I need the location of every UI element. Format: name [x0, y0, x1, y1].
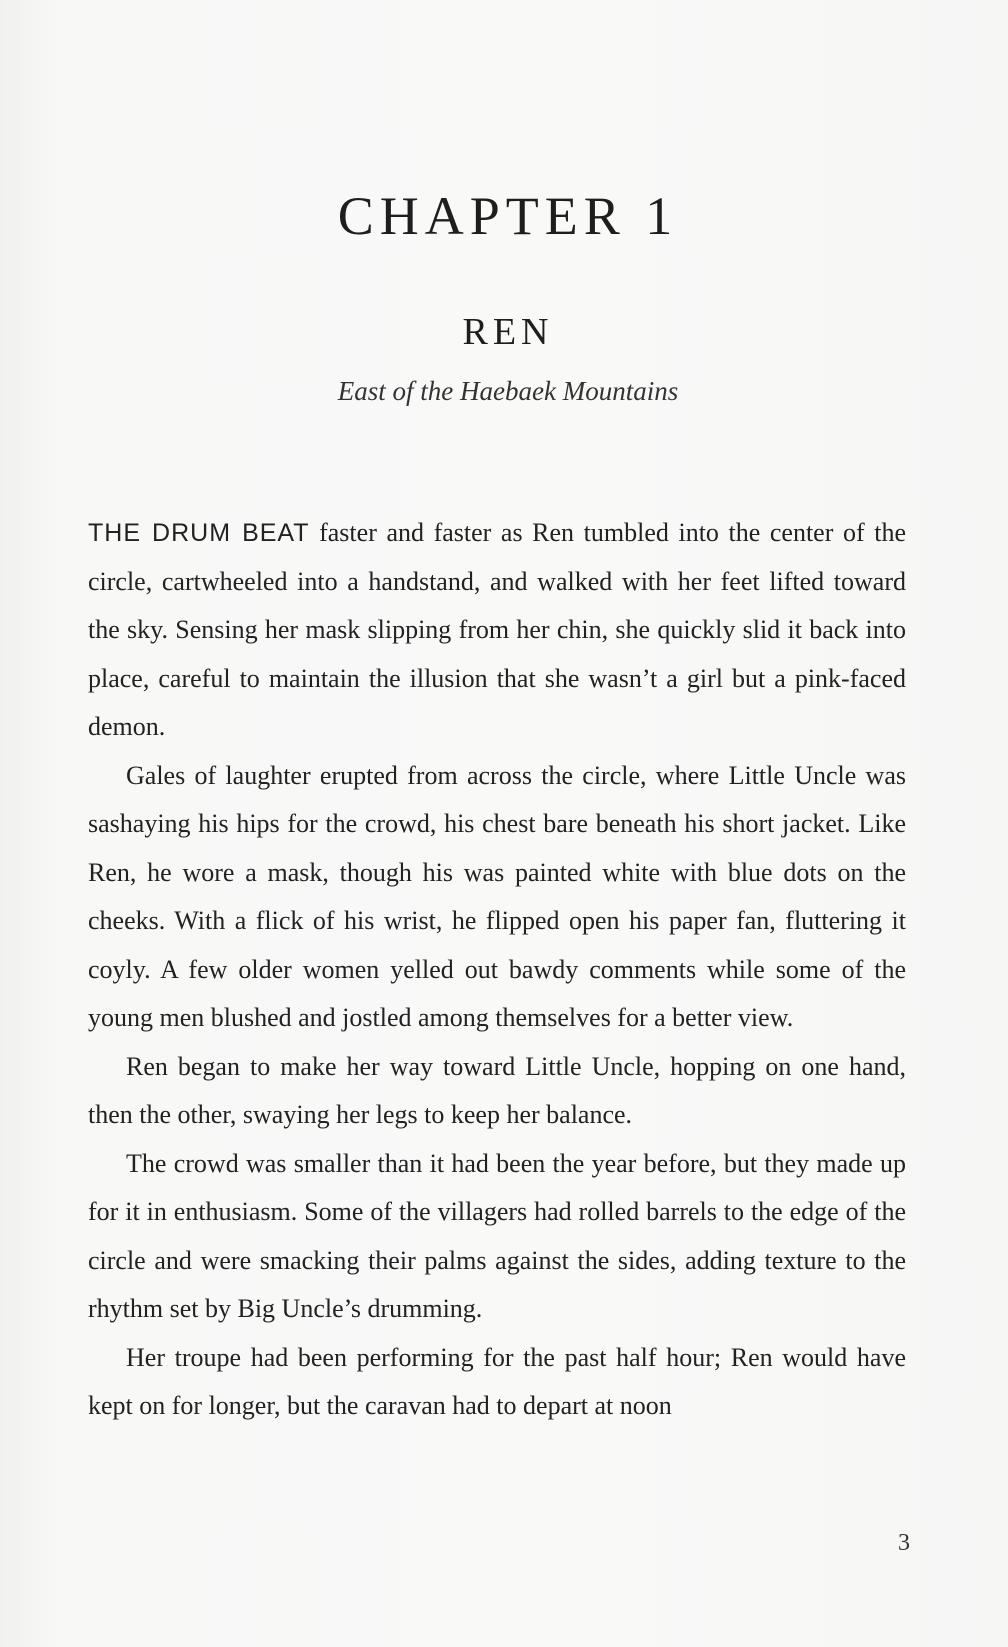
- chapter-body: [88, 509, 906, 1431]
- lead-in-text: THE DRUM BEAT: [88, 519, 310, 547]
- page-number: 3: [898, 1530, 910, 1556]
- chapter-title: CHAPTER 1: [337, 186, 679, 246]
- chapter-location: East of the Haebaek Mountains: [337, 376, 679, 406]
- paragraph-2: Gales of laughter erupted from across the circle, where Little Uncle was sashaying his hips for the crowd, his chest bare beneath his short jacket. Like Ren, he wore a mask, though his was painted white with blue dots on the cheeks. With a flick of his wrist, he flipped open his paper fan, fluttering it coyly. A few older women yelled out bawdy comments while some of the young men blushed and jostled among themselves for a better view.: [88, 760, 906, 1032]
- paragraph-3: Ren began to make her way toward Little Uncle, hopping on one hand, then the other, swaying her legs to keep her balance.: [88, 1051, 906, 1129]
- chapter-pov-name: REN: [462, 311, 554, 353]
- paragraph-1: [88, 509, 906, 752]
- paragraph-5: Her troupe had been performing for the past half hour; Ren would have kept on for longer, but the caravan had to depart at noon: [88, 1342, 906, 1420]
- paragraph-4: The crowd was smaller than it had been the year before, but they made up for it in enthusiasm. Some of the villagers had rolled barrels to the edge of the circle and were smacking their palms against the sides, adding texture to the rhythm set by Big Uncle’s drumming.: [88, 1148, 906, 1323]
- paragraph-1-text: faster and faster as Ren tumbled into the center of the circle, cartwheeled into a handstand, and walked with her feet lifted toward the sky. Sensing her mask slipping from her chin, she quickly slid it back into place, careful to maintain the illusion that she wasn’t a girl but a pink-faced demon.: [88, 518, 906, 741]
